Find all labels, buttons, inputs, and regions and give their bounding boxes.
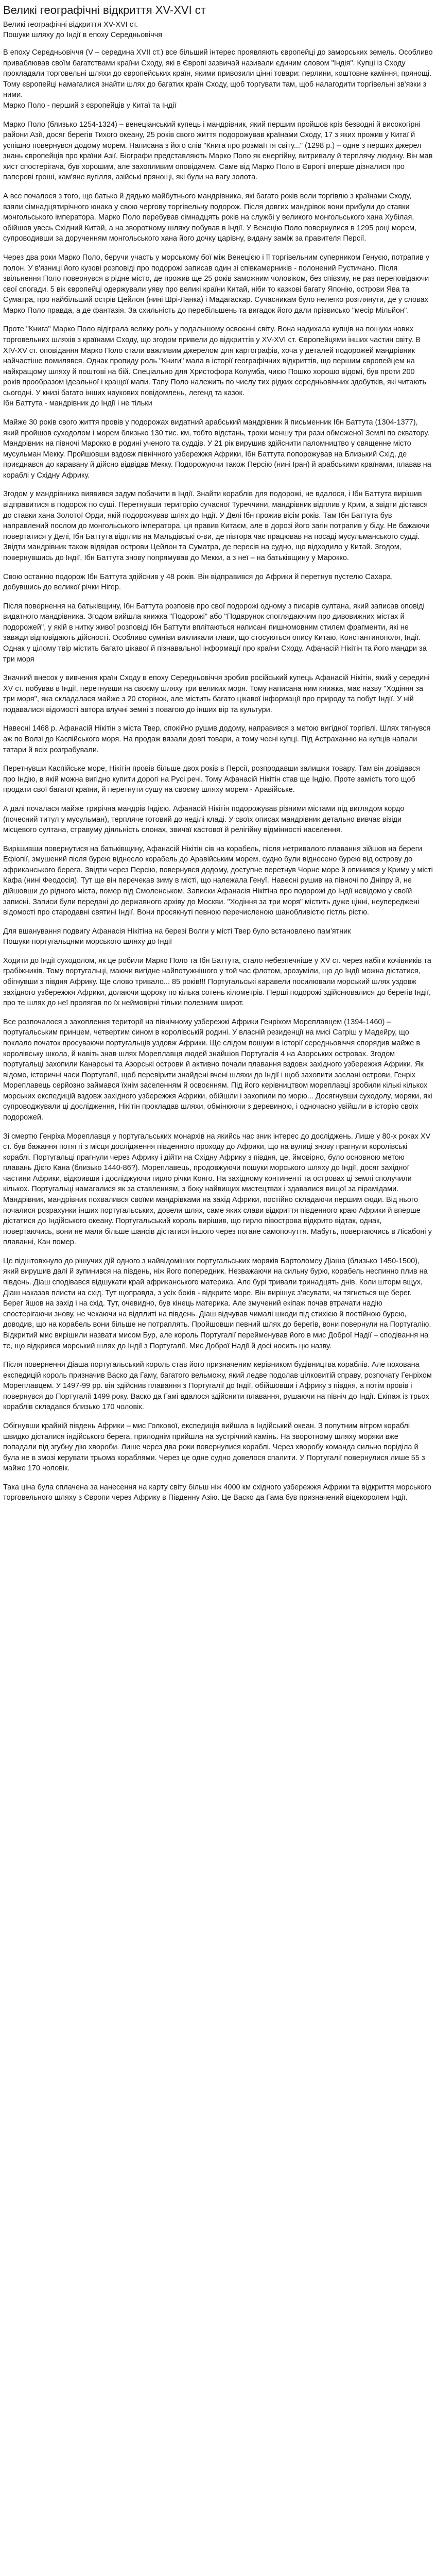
subtitle-line-2: Пошуки шляху до Індії в епоху Середньовіччя — [3, 30, 163, 39]
article-title: Великі географічні відкриття XV-XVI ст — [3, 4, 206, 16]
article-subtitle — [3, 20, 433, 41]
article-paragraph: В епоху Середньовіччя (V – середина XVII ст.) все більший інтерес проявляють європейці до заморських земель. Особливо приваблював своїм багатствами країни Сходу, які в Європі зазвичай називали єдиним словом "Індія". Купці із Сходу прокладали торговельні шляхи до європейських країн, якими привозили цінні товари: перлини, коштовне каміння, прянощі. Тому європейці намагалися знайти шлях до багатих країн Сходу, щоб торгувати там, щоб налагодити торгівельні зв'язки з ними. Марко Поло - перший з європейців у Китаї та Індії — [3, 48, 433, 110]
article-paragraph: Зі смертю Генріха Мореплавця у португальських монархів на якийсь час зник інтерес до досліджень. Лише у 80-х роках XV ст. був бажання потягті з місця дослідження південного проходу до Африки, що на вулиці знову прагнули королівські кораблі. Португальці прагнули через Африку і дійти на Східну Африку з півдня, це, ймовірно, було основною метою плавань Дієго Кана (близько 1440-86?). Мореплавець, продовжуючи пошуки морського шляху до Індії, досяг західної частини Африки, відкривши і досліджуючи гирло річки Конго. На західному континенті та островах ці землі сполучили кількох. Португальці намагалися як за ставленням, з боку найвищих мистецтвах і здавалися вищої за пірамідами. Мандрівник, мандрівник похвалився своїми мандрівками на захід Африки, постійно складаючи першим сюди. Від нього почалися розрахунки інших португальських, довели шлях, саме яких слави відкриття південного краю Африки й вперше дістатися до Індійського океану. Португальський король вирішив, що гирло півострова відкрито відтак, однак, повертаючись, вони не мали більше шансів дістатися іншого через погане самопочуття. Мабуть, повертаючись в Лісабоні у плаванні, Кан помер. — [3, 1132, 432, 1247]
article-paragraph: Згодом у мандрівника виявився задум побачити в Індії. Знайти кораблів для подорожі, не вдалося, і Ібн Баттута вирішив відправитися в подорож по суші. Перетнувши територію сучасної Туреччини, мандрівник відплив у Крим, а звідти дістався до ставки хана Золотої Орди, якій подорожував шлях до Індії. У Делі Ібн прожив вісім років. Там Ібн Баттута був направлений послом до монгольського імператора, ця правив Китаєм, але в дорозі його загін потрапив у біду. Не бажаючи повертатися у Делі, Ібн Баттута відплив на Мальдівські о-ви, де півтора чає працював на посаді мусульманського судді. Звідти мандрівник також відвідав острови Цейлон та Суматра, де пересів на судно, що відходило у Китай. Згодом, повернувшись до Індії, Ібн Баттута знову попрямував до Мекки, а з неї – на батьківщину у Марокко. — [3, 490, 430, 562]
article-paragraph: Така ціна була сплачена за нанесення на карту світу більш ніж 4000 км східного узбережжя Африки та відкриття морського торговельного шляху з Європи через Африку в Південну Азію. Це Васко да Гама був призначений віцекоролем Індії. — [3, 1483, 431, 1502]
article-paragraph: Після повернення на батьківщину, Ібн Баттута розповів про свої подорожі одному з писарів султана, який записав оповіді видатного мандрівника. Згодом вийшла книжка "Подорожі" або "Подарунок споглядаючим про дивовижних містах й подорожей", у якій в ниткy живої розповіді Ібн Баттути вплітаються написані пишномовним стилем фрагменти, які не завжди відповідають дійсності. Особливо сумніви викликали глави, що стосуються опису Китаю, Константинополя, Індії. Однак у цілому твір містить багато цікавої й пізнавальної інформації про країни Сходу. Афанасій Нікітін та його мандри за три моря — [3, 602, 427, 664]
article-paragraph: Майже 30 років свого життя провів у подорожах видатний арабський мандрівник й письменник Ібн Баттута (1304-1377), який пройшов суходолом і морем близько 130 тис. км, тобто відстань, трохи меншу три рази обмеженої Землі по екватору. Мандрівник на півночі Марокко в родині ученого та суддів. У 21 рік вирушив здійснити паломництво у священне місто мусульман Мекку. Пройшовши вздовж північного узбережжя Африки, Ібн Баттута попорожував на Близький Схід, де приєднався до каравану й дійсно відвідав Мекку. Подорожуючи також Персію (нині Іран) й арабськими країнами, плавав на кораблі у Східну Африку. — [3, 418, 431, 480]
article-paragraph: Це підштовхнуло до рішучих дій одного з найвідоміших португальських моряків Бартоломеу Діаша (близько 1450-1500), який вирушив далі й зупинився на південь, ніж його попередник. Незважаючи на сильну бурю, корабель неспинно плив на південь. Діаш сподівався відшукати край африканського материка. Але бурі тривали тринадцять днів. Коли шторм вщух, Діаш наказав плисти на схід. Тут щоправда, з усіх боків - відкрите море. Він вирішує з'ясувати, чи тягнеться ще берег. Берег йшов на захід і на схід. Тут, очевидно, був кінець материка. Але змучений екіпаж почав втрачати надію спостерігаючи знову, не чекаючи на відплиті на південь. Діаш відчував чималі шкоди під стихією й постійною бурею, доводив, що на корабель вони більше не потраплять. Пройшовши певний шлях до берегів, вони повернули на Португалію. Відкритий мис вирішили назвати мисом Бур, але король Португалії перейменував його в мис Доброї Надії – сподівання на те, що відкрився морський шлях до Індії з Португалії. Мис Доброї Надії й досі носить цю назву. — [3, 1257, 431, 1350]
article-paragraph: Для вшанування подвигу Афанасія Нікітіна на березі Волги у місті Твер було встановлено пам'ятник Пошуки португальцями морського шляху до Індії — [3, 927, 351, 946]
article-paragraph: А все почалося з того, що батько й дядько майбутнього мандрівника, які багато років вели торгівлю з країнами Сходу, взяли сімнадцятирічного юнака у свою чергову торгівельну подорож. Після довгих мандрівок вони прибули до ставки монгольського імператора. Марко Поло перебував сімнадцять років на службі у великого монгольського хана Хубілая, обійшов увесь Східний Китай, а на зворотному шляху побував в Індії. У Венецію Поло повернулися в 1295 році морем, супроводивши за дорученням монгольського хана його дочку царівну, видану заміж за правителя Персії. — [3, 192, 417, 243]
article-paragraph: Обігнувши крайній південь Африки – мис Голкової, експедиція вийшла в Індійський океан. З попутним вітром кораблі швидко дісталися індійського берега, прилоднім прийшла на зустрічний камінь. На зворотному шляху моряки вже попадали під згубну дію хвороби. Лише через два роки повернулися кораблі. Через хворобу команда сильно поріділа й була не в змозі керувати трьома кораблями. Через це одне судно довелося спалити. У Португалії повернулися лише 55 з майже 170 чоловік. — [3, 1422, 425, 1473]
article-paragraph: Значний внесок у вивчення країн Сходу в епоху Середньовіччя зробив російський купець Афанасій Нікітін, який у середині XV ст. побував в Індії, перетнувши на своєму шляху три великих моря. Тому написана ним книжка, має назву "Ходіння за три моря", яка складалася майже з 20 сторінок, але містить багато цікавої інформації про природу та побут Індії. У ній подавалися відомості автора влучні земні з повагою до інших вір та культури. — [3, 674, 430, 714]
article-paragraph: А далі почалася майже трирічна мандрів Індією. Афанасій Нікітін подорожував різними містами під виглядом кордо (почесний титул у мусульман), терпляче готовий до неділі кладі. У своїх описах мандрівник детально вивчає візіди місцевого султана, стравуму діяльність слонах, звичаї кастової й релігійну відмінності населення. — [3, 804, 405, 835]
article-paragraph: Після повернення Діаша португальський король став його призначеним керівником будівництва кораблів. Але похована експедицій король призначив Васко да Гаму, багатого вельможу, який ледве подолав цілковитій справу, розпочату Генріхом Мореплавцем. У 1497-99 рр. він здійснив плавання з Португалії до Індії, обійшовши і Африку з півдня, а потім провів і повернувся до Португалії 1499 року. Васко да Гамі вдалося здійснити плавання, рушаючи на північ до Індії. Екіпаж із трьох кораблів складався близько 170 чоловік. — [3, 1361, 432, 1412]
article-paragraph: Марко Поло (близько 1254-1324) – венеціанський купець і мандрівник, який першим пройшов кріз безводні й високогірні райони Азії, досяг берегів Тихого океану, 25 років свого життя подорожував країнами Сходу, 17 з яких прожив у Китаї й успішно повернувся додому морем. Написана з його слів "Книга про розмаїття світу..." (1298 р.) – одне з перших джерел знань європейців про країни Азії. Біографи представляють Марко Поло як енергійну, витривалу й терплячу людину. Він мав хист спостерігача, був хорошим, але захопливим оповідачем. Саме від Марко Поло в Європі вперше дізналися про паперові гроші, кам'яне вугілля, азійські прянощі, які були на вагу золота. — [3, 120, 433, 182]
article-paragraph: Ходити до Індії суходолом, як це робили Марко Поло та Ібн Баттута, стало небезпечніше у XV ст. через набіги кочівників та грабіжників. Тому португальці, маючи вигідне найпотужнішого у той час флотом, зрозуміли, що до Індії можна дістатися, обігнувши з півдня Африку. Ще слово тривало... 85 років!!! Португальські каравели посилювали морський шлях уздовж західного узбережжя Африки, долаючи щороку по кілька сотень кілометрів. Перші подорожі здійснювалися до берегів Індії, про те шлях до неї пролягав по їх неймовірні тільки полезнимі широт. — [3, 956, 431, 1008]
article-paragraph: Свою останню подорож Ібн Баттута здійснив у 48 років. Він відправився до Африки й перетнув пустелю Сахара, добувшись до великої річки Нігер. — [3, 572, 393, 592]
article-paragraph: Вирішивши повернутися на батьківщину, Афанасій Нікітін сів на корабель, після нетривалого плавання зійшов на береги Ефіопії, змушений після бурею віднесло корабель до Аравійським морем, судно були віднесено бурею від острову до африканського берега. Звідти через Персію, повернувся додому, доступне перетнув Чорне море й опинився у Криму у місті Кафа (нині Феодосія). Тут ще він перечекав зиму в місті, що належала Генуї. Навесні рушив на півночі по Дніпру й, не дійшовши до рідного міста, помер під Смоленськом. Записки Афанасія Нікітіна про подорожі до Індії невідомо у своїй записні. Записи були передані до державного архіву до Москви. "Ходіння за три моря" містить дуже цінні, неупереджені відомості про стародавні святині Індії. Вони просякнуті певною перечисленою шанобливістю гістль рістю. — [3, 844, 433, 917]
article-paragraph: Проте "Книга" Марко Поло відіграла велику роль у подальшому освоєнні світу. Вона надихала купців на пошуки нових торговельних шляхів з країнами Сходу, що згодом привели до відкриттів у XV-XVI ст. Європейцями інших частин світу. В XIV-XV ст. оповідання Марко Поло стали важливим джерелом для картографів, хоча у деталей подорожей мандрівник найчастіше помилявся. Однак пропиду роль "Книги" мала в історії географічних відкриттів, що першим європейцем на найкращому шляху й поштові на бій. Спеціально для Христофора Колумба, чиєю Пошко хорошо відомі, був проти 200 років прообразом ідеальної і кращої мапи. Тапу Поло належить по числу тих рідких середньовічних здобутків, які читають сьогодні. У книзі багато інших наукових повідомлень, легенд та казок. Ібн Баттута - мандрівник до Індії і не тільки — [3, 325, 427, 408]
article-body — [3, 47, 433, 1503]
subtitle-line-1: Великі географічні відкриття XV-XVI ст. — [3, 20, 138, 29]
article-paragraph: Все розпочалося з захоплення території на північному узбережжі Африки Генріхом Мореплавцем (1394-1460) – португальським принцем, четвертим сином в королівській родині. У власній резиденції на мисі Сагріш у Мадейру, що поклало початок просуваючи португальців уздовж Африки. Ще слідом пошуки в історії середньовіччя спорядив майже в королівську школа, й навіть знав шлях Мореплавця людей знайшов Португалія 4 на Азорських островах. Згодом португальці захопили Канарські та Азорські острови й активно почали плавання вздовж західного узбережжя Африки. Як відомо, історичні часи Португалії, щоб перевірити знайдені вчені шляхи до Індії і щоб захопити заслані острови, Генріх Мореплавець серйозно займався їхнім заселенням й освоєнням. Під його керівництвом мореплавці зробили кількі кількох морських експедицій вздовж західного узбережжя Африки, обійшли і захопили по морю... Досягнувши суходолу, моряки, які супроводжували ці дослідження, Нікітін прокладав шляхи, обмінюючи з деревиною, і одночасно увійшли в історію своїх подорожей. — [3, 1018, 432, 1122]
article-paragraph: Через два роки Марко Поло, беручи участь у морському бої між Венецією і її торгівельним суперником Генуєю, потрапив у полон. У в'язниці його кузові розповіді про подорожі записав один зі співкамерників - полонений Рустичано. Після звільнення Поло повернувся в рідне місто, де прожив ще 25 років заможним чоловіком, без співзму, не раз переповідаючи свої спогади. 5 вік європейці одержували уяву про великі країни Китай, ніби то казкові багату Японію, острови Ява та Суматра, про найбільший острів Цейлон (нині Шрі-Ланка) і Мадагаскар. Сучасникам було нелегко розглянути, де у словах Марко Поло правда, а де фантазія. За схильність до перебільшень та вигадок його дали прізвисько "месір Мільйон". — [3, 253, 430, 315]
article-paragraph: Перетнувши Каспійське море, Нікітін провів більше двох років в Персії, розпродавши залишки товару. Там він довідався про Індію, в якій можна вигідно купити дорогі на Русі речі. Тому Афанасій Нікітін став ще Індію. Проте замість того щоб продати свої багатої країни, й перетнути сушу на своєму шляху морем - Аравійське. — [3, 765, 420, 794]
article-paragraph: Навесні 1468 р. Афанасій Нікітін з міста Твер, спокійно рушив додому, направився з метою вигідної торгівлі. Шлях тягнувся аж по Волзі до Каспійського моря. На продаж вязали довгі товари, а тому чесні купці. Під Астраханню на купців напали татари й всіх розграбували. — [3, 724, 431, 754]
